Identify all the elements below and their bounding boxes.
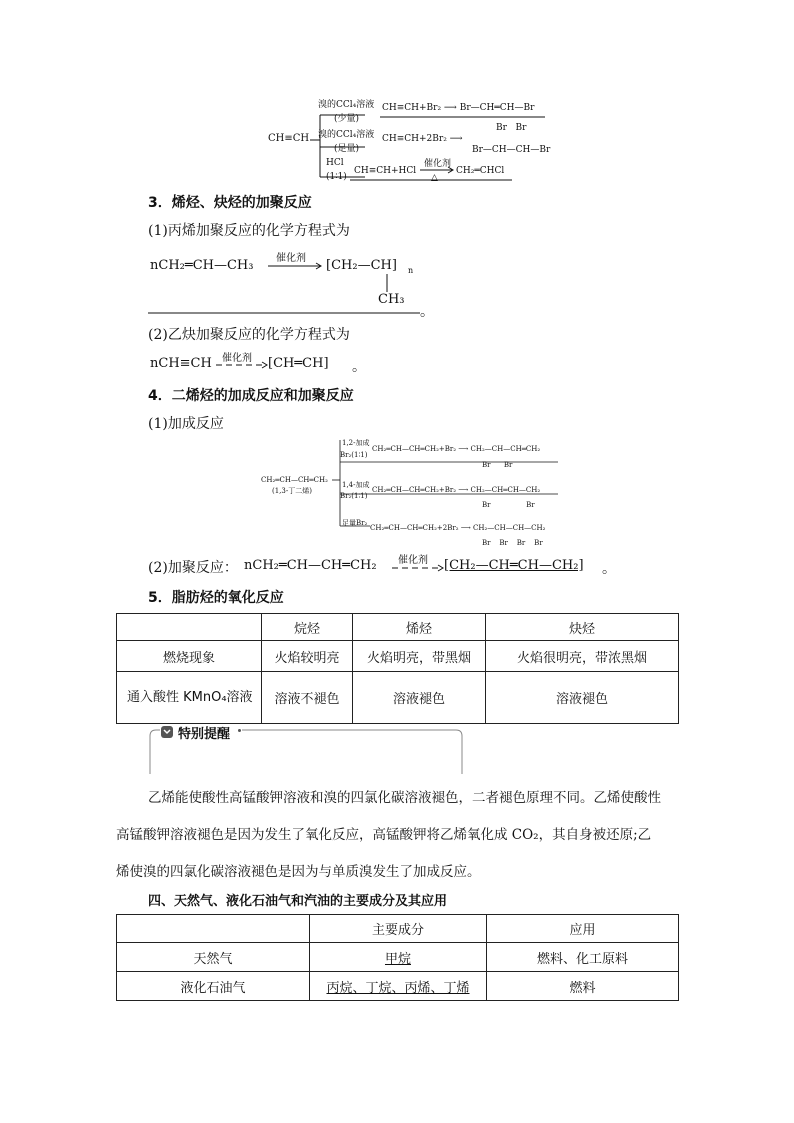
r3-condition: 足量Br₂ xyxy=(342,519,368,527)
cell: 溶液不褪色 xyxy=(262,672,353,724)
branch1-equation: CH≡CH+Br₂ ⟶ Br—CH═CH—Br xyxy=(382,103,535,113)
section-four-heading: 四、天然气、液化石油气和汽油的主要成分及其应用 xyxy=(148,894,448,909)
acetylene-catalyst: 催化剂 xyxy=(222,353,252,364)
cell: 火焰明亮，带黑烟 xyxy=(353,641,486,672)
propene-catalyst: 催化剂 xyxy=(276,253,306,264)
branch2-equation: CH≡CH+2Br₂ ⟶ xyxy=(382,134,463,144)
butadiene-name: (1,3-丁二烯) xyxy=(272,487,312,495)
section3-item1-label: (1)丙烯加聚反应的化学方程式为 xyxy=(148,223,350,239)
r3-bromine-labels: Br Br Br Br xyxy=(482,539,543,547)
header-application: 应用 xyxy=(487,915,679,943)
row-label: 通入酸性 KMnO₄溶液 xyxy=(117,672,262,724)
cell: 溶液褪色 xyxy=(486,672,679,724)
r1-reagent: Br₂(1∶1) xyxy=(340,451,368,459)
branch3-arrow-icon xyxy=(420,166,460,174)
r1-bromine-labels: Br Br xyxy=(482,461,513,469)
table-row xyxy=(117,943,679,972)
answer-line xyxy=(148,311,428,315)
butadiene-formula: CH₂═CH—CH═CH₂ xyxy=(261,476,328,484)
acetylene-arrow-icon xyxy=(216,361,276,369)
row-label: 天然气 xyxy=(117,943,310,972)
section3-item2-label: (2)乙炔加聚反应的化学方程式为 xyxy=(148,327,350,343)
branch3-product: CH₂═CHCl xyxy=(456,166,505,176)
r1-equation: CH₂═CH—CH═CH₂+Br₂ ⟶ CH₂—CH—CH═CH₂ xyxy=(372,445,541,453)
r1-condition: 1,2-加成 xyxy=(342,439,370,447)
section3-heading: 3．烯烃、炔烃的加聚反应 xyxy=(148,195,312,211)
cell: 甲烷 xyxy=(310,943,487,972)
tip-paragraph-line1: 乙烯能使酸性高锰酸钾溶液和溴的四氯化碳溶液褪色，二者褪色原理不同。乙烯使酸性 xyxy=(148,790,661,806)
section4-heading: 4．二烯烃的加成反应和加聚反应 xyxy=(148,388,354,404)
branch2-amount: (足量) xyxy=(334,144,360,154)
gas-table-header xyxy=(117,915,679,943)
section4-item2-end: 。 xyxy=(602,561,616,577)
cell: 火焰较明亮 xyxy=(262,641,353,672)
table-row xyxy=(117,641,679,672)
branch3-reagent: HCl xyxy=(326,158,344,168)
butadiene-arrow-icon xyxy=(392,564,452,572)
acetylene-reactant: CH≡CH xyxy=(268,133,310,144)
polypropene-n: n xyxy=(408,266,414,275)
gas-table xyxy=(116,914,679,1001)
tip-dot xyxy=(238,729,241,732)
branch2-product: Br—CH—CH—Br xyxy=(472,145,551,155)
branch3-catalyst: 催化剂 xyxy=(424,159,452,169)
header-alkane: 烷烃 xyxy=(262,614,353,641)
branch1-amount: (少量) xyxy=(334,114,360,124)
branch2-condition: 溴的CCl₄溶液 xyxy=(318,130,375,140)
header-alkene: 烯烃 xyxy=(353,614,486,641)
section4-item1-label: (1)加成反应 xyxy=(148,416,224,432)
section4-item2-label: (2)加聚反应： xyxy=(148,560,238,576)
branch3-heat: △ xyxy=(431,173,438,183)
branch1-underline xyxy=(380,115,550,119)
r3-equation: CH₂═CH—CH═CH₂+2Br₂ ⟶ CH₂—CH—CH—CH₂ xyxy=(370,524,546,532)
propene-branch-bond xyxy=(384,274,390,294)
row-label: 液化石油气 xyxy=(117,972,310,1001)
header-alkyne: 炔烃 xyxy=(486,614,679,641)
cell: 溶液褪色 xyxy=(353,672,486,724)
r2-reagent: Br₂(1∶1) xyxy=(340,492,368,500)
branch3-equation-left: CH≡CH+HCl xyxy=(354,166,417,176)
branch3-ratio: (1∶1) xyxy=(326,172,347,182)
section3-item1-end: 。 xyxy=(420,304,434,320)
table-row xyxy=(117,672,679,724)
cell: 丙烷、丁烷、丙烯、丁烯 xyxy=(310,972,487,1001)
oxidation-table-header xyxy=(117,614,679,641)
polypropene-product: [CH₂—CH] xyxy=(326,258,397,273)
tip-paragraph-line2: 高锰酸钾溶液褪色是因为发生了氧化反应，高锰酸钾将乙烯氧化成 CO₂，其自身被还原;乙 xyxy=(116,827,652,843)
polyacetylene-product: [CH═CH] xyxy=(268,356,329,371)
tip-title: 特别提醒 xyxy=(178,727,231,742)
butadiene-reactant: nCH₂═CH—CH═CH₂ xyxy=(244,558,377,573)
branch2-br-top: Br Br xyxy=(496,123,527,133)
propene-methyl-branch: CH₃ xyxy=(378,292,405,307)
tip-icon xyxy=(160,725,174,739)
branch1-condition: 溴的CCl₄溶液 xyxy=(318,100,375,110)
row-label: 燃烧现象 xyxy=(117,641,262,672)
table-row xyxy=(117,972,679,1001)
branch3-underline xyxy=(350,178,520,182)
section3-item2-end: 。 xyxy=(352,359,366,375)
polybutadiene-product: [CH₂—CH═CH—CH₂] xyxy=(444,558,584,573)
header-empty xyxy=(117,614,262,641)
r2-bromine-labels: Br Br xyxy=(482,501,535,509)
cell: 燃料、化工原料 xyxy=(487,943,679,972)
section5-heading: 5．脂肪烃的氧化反应 xyxy=(148,590,284,606)
oxidation-table xyxy=(116,613,679,724)
tip-paragraph-line3: 烯使溴的四氯化碳溶液褪色是因为与单质溴发生了加成反应。 xyxy=(116,864,481,880)
header-main-component: 主要成分 xyxy=(310,915,487,943)
header-empty xyxy=(117,915,310,943)
butadiene-catalyst: 催化剂 xyxy=(398,555,428,566)
propene-arrow-icon xyxy=(268,262,328,270)
cell: 火焰很明亮，带浓黑烟 xyxy=(486,641,679,672)
acetylene-reactant-2: nCH≡CH xyxy=(150,356,212,371)
r2-condition: 1,4-加成 xyxy=(342,481,370,489)
propene-reactant: nCH₂═CH—CH₃ xyxy=(150,258,254,273)
r2-equation: CH₂═CH—CH═CH₂+Br₂ ⟶ CH₂—CH═CH—CH₂ xyxy=(372,486,541,494)
cell: 燃料 xyxy=(487,972,679,1001)
